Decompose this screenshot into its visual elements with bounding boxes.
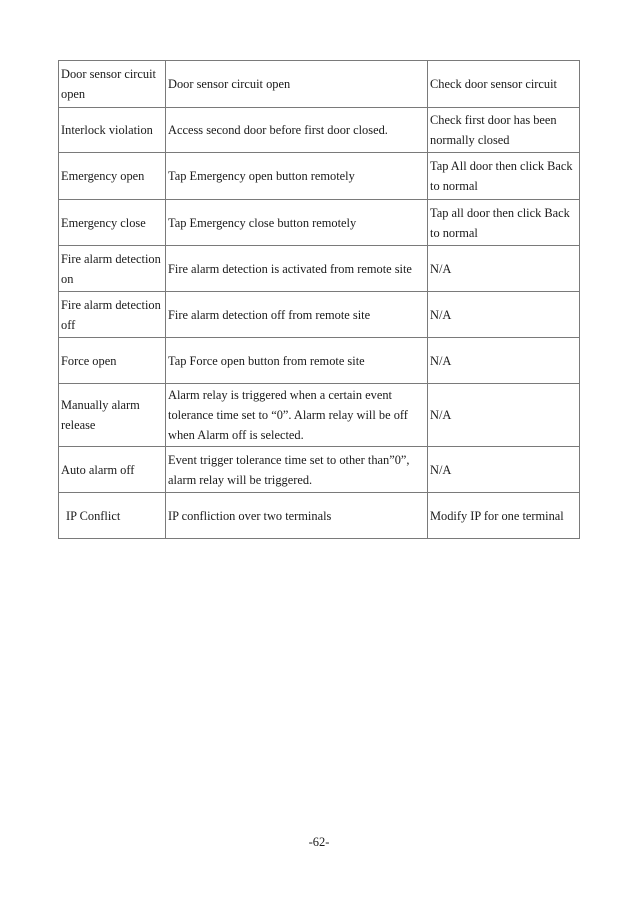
event-cell: Force open xyxy=(59,338,166,384)
action-cell: Tap All door then click Back to normal xyxy=(428,153,580,200)
action-cell: N/A xyxy=(428,292,580,338)
description-cell: Tap Emergency open button remotely xyxy=(166,153,428,200)
event-cell: Fire alarm detection off xyxy=(59,292,166,338)
page-number: -62- xyxy=(308,835,330,849)
table-row xyxy=(59,200,580,246)
event-cell: Fire alarm detection on xyxy=(59,246,166,292)
table-row xyxy=(59,447,580,493)
action-cell: Tap all door then click Back to normal xyxy=(428,200,580,246)
action-cell: N/A xyxy=(428,338,580,384)
event-cell: Door sensor circuit open xyxy=(59,61,166,108)
description-cell: Door sensor circuit open xyxy=(166,61,428,108)
table-row xyxy=(59,108,580,153)
description-cell: Access second door before first door closed. xyxy=(166,108,428,153)
event-cell: Auto alarm off xyxy=(59,447,166,493)
description-cell: Tap Emergency close button remotely xyxy=(166,200,428,246)
event-cell: Emergency close xyxy=(59,200,166,246)
description-cell: Event trigger tolerance time set to other than”0”, alarm relay will be triggered. xyxy=(166,447,428,493)
action-cell: N/A xyxy=(428,447,580,493)
event-cell: Manually alarm release xyxy=(59,384,166,447)
description-cell: Tap Force open button from remote site xyxy=(166,338,428,384)
action-cell: Modify IP for one terminal xyxy=(428,493,580,539)
table-row xyxy=(59,153,580,200)
table-row xyxy=(59,246,580,292)
description-cell: IP confliction over two terminals xyxy=(166,493,428,539)
event-cell: IP Conflict xyxy=(59,493,166,539)
description-cell: Fire alarm detection off from remote site xyxy=(166,292,428,338)
table-row xyxy=(59,384,580,447)
event-table xyxy=(58,60,580,539)
action-cell: Check first door has been normally closed xyxy=(428,108,580,153)
table-row xyxy=(59,493,580,539)
description-cell: Alarm relay is triggered when a certain event tolerance time set to “0”. Alarm relay will be off when Alarm off is selected. xyxy=(166,384,428,447)
table-row xyxy=(59,338,580,384)
table-row xyxy=(59,292,580,338)
event-cell: Emergency open xyxy=(59,153,166,200)
action-cell: N/A xyxy=(428,246,580,292)
action-cell: Check door sensor circuit xyxy=(428,61,580,108)
table-row xyxy=(59,61,580,108)
action-cell: N/A xyxy=(428,384,580,447)
description-cell: Fire alarm detection is activated from remote site xyxy=(166,246,428,292)
event-cell: Interlock violation xyxy=(59,108,166,153)
